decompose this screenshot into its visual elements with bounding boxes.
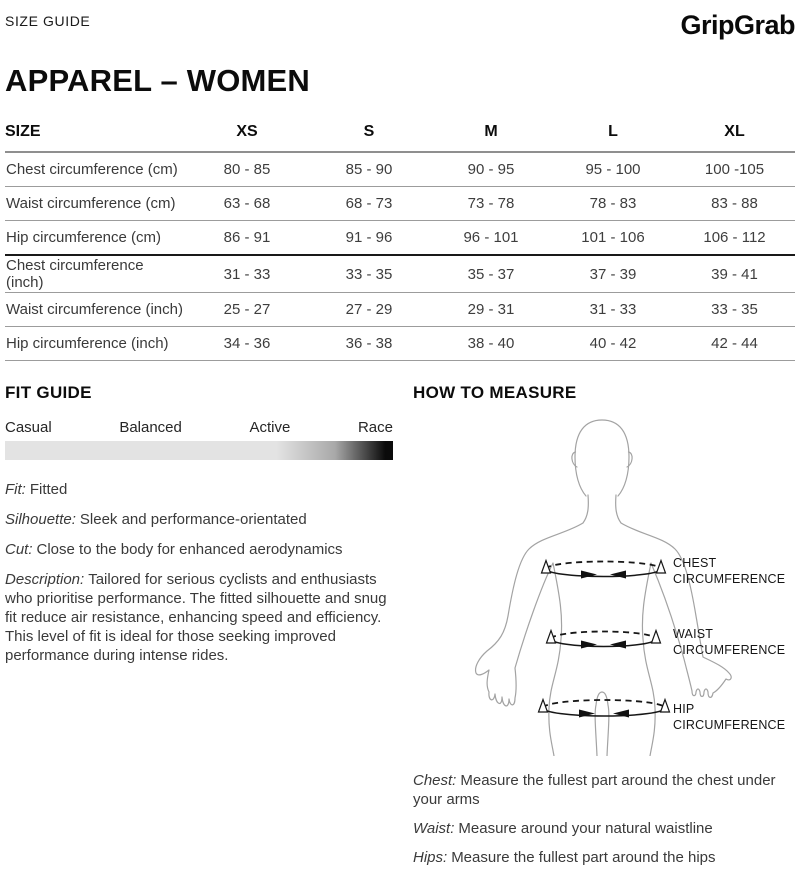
table-row	[5, 152, 795, 187]
cell-value: 27 - 29	[308, 293, 430, 327]
row-label: Waist circumference (cm)	[5, 187, 186, 221]
cell-value: 29 - 31	[430, 293, 552, 327]
fit-detail-fit: Fit: Fitted	[5, 481, 68, 498]
row-label: Hip circumference (cm)	[5, 221, 186, 256]
row-label: Chest circumference (cm)	[5, 152, 186, 187]
cell-value: 42 - 44	[674, 327, 795, 361]
table-row	[5, 221, 795, 256]
cell-value: 68 - 73	[308, 187, 430, 221]
fit-detail-cut: Cut: Close to the body for enhanced aerodynamics	[5, 541, 343, 558]
col-header-l: L	[552, 115, 674, 152]
cell-value: 36 - 38	[308, 327, 430, 361]
chest-measure-ellipse-icon	[542, 561, 666, 579]
col-header-xl: XL	[674, 115, 795, 152]
fit-guide-section	[5, 383, 393, 877]
cell-value: 39 - 41	[674, 255, 795, 293]
scale-label-active: Active	[249, 419, 291, 436]
chest-circumference-label: CIRCUMFERENCE	[673, 572, 786, 586]
fit-guide-heading: FIT GUIDE	[5, 383, 92, 402]
cell-value: 35 - 37	[430, 255, 552, 293]
top-bar	[5, 10, 795, 41]
cell-value: 63 - 68	[186, 187, 308, 221]
page-title: APPAREL – WOMEN	[5, 63, 310, 98]
note-hips: Hips: Measure the fullest part around the hips	[413, 849, 716, 866]
row-label: Chest circumference (inch)	[5, 255, 186, 293]
cell-value: 31 - 33	[186, 255, 308, 293]
table-header-row	[5, 115, 795, 152]
size-table	[5, 115, 795, 361]
cell-value: 100 -105	[674, 152, 795, 187]
cell-value: 101 - 106	[552, 221, 674, 256]
cell-value: 85 - 90	[308, 152, 430, 187]
cell-value: 33 - 35	[308, 255, 430, 293]
row-label: Waist circumference (inch)	[5, 293, 186, 327]
cell-value: 34 - 36	[186, 327, 308, 361]
hip-circumference-label: CIRCUMFERENCE	[673, 718, 786, 732]
cell-value: 80 - 85	[186, 152, 308, 187]
cell-value: 25 - 27	[186, 293, 308, 327]
measure-instructions	[413, 771, 795, 867]
cell-value: 31 - 33	[552, 293, 674, 327]
waist-circumference-label: CIRCUMFERENCE	[673, 643, 786, 657]
table-row	[5, 187, 795, 221]
note-waist: Waist: Measure around your natural waistline	[413, 820, 713, 837]
page-eyebrow: SIZE GUIDE	[5, 13, 91, 29]
cell-value: 96 - 101	[430, 221, 552, 256]
body-diagram	[413, 411, 795, 756]
cell-value: 106 - 112	[674, 221, 795, 256]
fit-detail-description: Description: Tailored for serious cyclists and enthusiasts who prioritise performance. The fitted silhouette and snug fit reduce air resistance, enhancing speed and efficiency. This level of fit is ideal for those seeking improved performance during intense rides.	[5, 571, 387, 664]
fit-scale-labels	[5, 419, 393, 436]
col-header-s: S	[308, 115, 430, 152]
table-row	[5, 293, 795, 327]
fit-detail-silhouette: Silhouette: Sleek and performance-orientated	[5, 511, 307, 528]
table-row	[5, 327, 795, 361]
note-chest: Chest: Measure the fullest part around the chest under your arms	[413, 772, 776, 808]
fit-details	[5, 480, 393, 665]
cell-value: 95 - 100	[552, 152, 674, 187]
cell-value: 40 - 42	[552, 327, 674, 361]
col-header-xs: XS	[186, 115, 308, 152]
gripgrab-logo: GripGrab	[680, 10, 795, 40]
scale-label-casual: Casual	[5, 419, 52, 436]
cell-value: 33 - 35	[674, 293, 795, 327]
how-to-measure-section	[413, 383, 795, 877]
cell-value: 86 - 91	[186, 221, 308, 256]
scale-label-race: Race	[357, 419, 393, 436]
hip-measure-ellipse-icon	[539, 700, 670, 718]
hip-circumference-label: HIP	[673, 702, 695, 716]
row-label: Hip circumference (inch)	[5, 327, 186, 361]
how-to-measure-heading: HOW TO MEASURE	[413, 383, 577, 402]
cell-value: 83 - 88	[674, 187, 795, 221]
measurement-figure	[413, 411, 795, 761]
cell-value: 91 - 96	[308, 221, 430, 256]
waist-circumference-label: WAIST	[673, 627, 714, 641]
cell-value: 38 - 40	[430, 327, 552, 361]
fit-gradient-bar	[5, 441, 393, 460]
col-header-size: SIZE	[5, 115, 186, 152]
cell-value: 37 - 39	[552, 255, 674, 293]
cell-value: 73 - 78	[430, 187, 552, 221]
chest-circumference-label: CHEST	[673, 556, 717, 570]
scale-label-balanced: Balanced	[119, 419, 182, 436]
cell-value: 90 - 95	[430, 152, 552, 187]
col-header-m: M	[430, 115, 552, 152]
cell-value: 78 - 83	[552, 187, 674, 221]
table-row	[5, 255, 795, 293]
